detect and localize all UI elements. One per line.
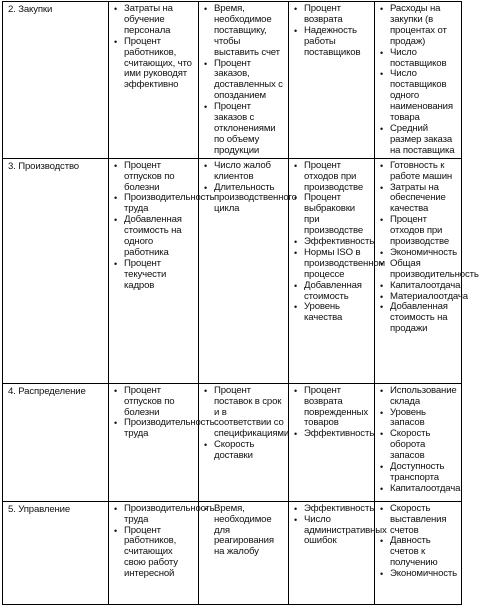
table-body [3, 2, 479, 605]
bullet-list [378, 504, 459, 580]
list-item: • Число жалоб клиентов [214, 161, 286, 183]
indicator-cell [109, 158, 215, 383]
list-item: • Производительность труда [124, 504, 196, 526]
bullet-list [292, 502, 387, 548]
bullet-list [292, 159, 385, 325]
list-item: • Добавленная стоимость [304, 281, 372, 303]
list-item: • Число административных ошибок [304, 515, 372, 548]
list-item: • Процент поставок в срок и в соответствии со спецификациями [214, 386, 286, 441]
category-cell [3, 383, 109, 501]
bullet-list [112, 4, 196, 91]
list-item: • Процент отпусков по болезни [124, 161, 196, 194]
list-item: • Число поставщиков одного наименования товара [390, 69, 459, 124]
list-item: • Затраты на обеспечение качества [390, 183, 459, 216]
list-item: • Процент отпусков по болезни [124, 386, 196, 419]
list-item: • Добавленная стоимость на одного работника [124, 215, 196, 259]
indicator-cell [199, 383, 289, 501]
list-item: • Производительность труда [124, 193, 196, 215]
indicator-cell [289, 158, 385, 383]
bullet-list [202, 504, 286, 559]
list-item: • Эффективность [304, 429, 372, 440]
list-item: • Средний размер заказа на поставщика [390, 124, 459, 157]
list-item: • Процент заказов с отклонениями по объему продукции [214, 102, 286, 157]
list-item: • Число поставщиков [390, 48, 459, 70]
list-item: • Капиталоотдача [390, 281, 459, 292]
category-label: 4. Распределение [8, 385, 86, 397]
list-item: • Процент отходов при производстве [304, 161, 372, 194]
list-item: • Общая производительность [390, 259, 459, 281]
list-item: • Экономичность [390, 248, 459, 259]
bullet-list [202, 159, 297, 216]
category-cell [3, 2, 109, 159]
list-item: • Процент возврата поврежденных товаров [304, 386, 372, 430]
list-item: • Готовность к работе машин [390, 161, 459, 183]
list-item: • Время, необходимое для реагирования на жалобу [214, 504, 286, 559]
list-item: • Экономичность [390, 569, 459, 580]
list-item: • Процент работников, считающих свою работу интересной [124, 526, 196, 581]
list-item: • Процент выбраковки при производстве [304, 193, 372, 237]
bullet-list [112, 502, 215, 580]
list-item: • Процент текучести кадров [124, 259, 196, 292]
list-item: • Процент заказов, доставленных с опозданием [214, 59, 286, 103]
kpi-table [2, 1, 479, 605]
category-label: 2. Закупки [8, 4, 53, 15]
indicator-cell [109, 383, 215, 501]
bullet-list [202, 4, 286, 157]
bullet-list [292, 384, 375, 441]
bullet-list [202, 384, 290, 462]
indicator-cell [109, 501, 215, 604]
list-item: • Длительность производственного цикла [214, 183, 286, 216]
indicator-cell [199, 501, 289, 604]
indicator-cell [199, 2, 289, 159]
list-item: • Эффективность [304, 504, 372, 515]
category-cell [3, 501, 109, 604]
bullet-list [378, 4, 459, 157]
list-item: • Процент работников, считающих, что ими руководят эффективно [124, 37, 196, 92]
list-item: • Надежность работы поставщиков [304, 26, 372, 59]
bullet-list [378, 159, 479, 336]
indicator-cell [289, 383, 375, 501]
indicator-cell [375, 501, 462, 604]
list-item: • Скорость оборота запасов [390, 429, 459, 462]
table-row [3, 158, 462, 383]
bullet-list [112, 384, 215, 441]
list-item: • Расходы на закупки (в процентах от продаж) [390, 4, 459, 48]
list-item: • Использование склада [390, 386, 459, 408]
category-label: 5. Управление [8, 503, 71, 515]
indicator-cell [375, 383, 462, 501]
indicator-cell [375, 158, 479, 383]
bullet-list [112, 159, 215, 292]
list-item: • Процент отходов при производстве [390, 215, 459, 248]
list-item: • Материалоотдача [390, 292, 459, 303]
list-item: • Скорость выставления счетов [390, 504, 459, 537]
bullet-list [292, 4, 372, 59]
indicator-cell [289, 501, 387, 604]
list-item: • Скорость доставки [214, 440, 286, 462]
table-row [3, 383, 462, 501]
list-item: • Производительность труда [124, 418, 196, 440]
list-item: • Капиталоотдача [390, 484, 459, 495]
list-item: • Затраты на обучение персонала [124, 4, 196, 37]
list-item: • Уровень качества [304, 302, 372, 324]
list-item: • Давность счетов к получению [390, 536, 459, 569]
list-item: • Нормы ISO в производственном процессе [304, 248, 372, 281]
list-item: • Эффективность [304, 237, 372, 248]
bullet-list [378, 386, 459, 495]
indicator-cell [289, 2, 375, 159]
list-item: • Добавленная стоимость на продажи [390, 302, 459, 335]
list-item: • Доступность транспорта [390, 462, 459, 484]
list-item: • Процент возврата [304, 4, 372, 26]
table-row [3, 501, 462, 604]
list-item: • Время, необходимое поставщику, чтобы выставить счет [214, 4, 286, 59]
category-label: 3. Производство [8, 160, 79, 172]
indicator-cell [375, 2, 462, 159]
list-item: • Уровень запасов [390, 408, 459, 430]
indicator-cell [109, 2, 199, 159]
category-cell [3, 158, 109, 383]
table-row [3, 2, 462, 159]
